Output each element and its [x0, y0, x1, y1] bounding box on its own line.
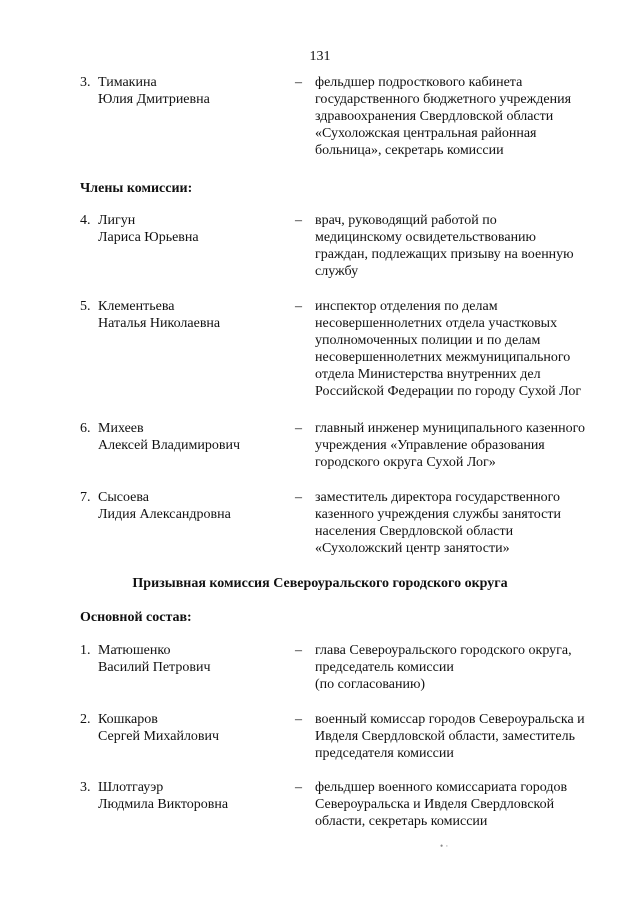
item-number: 3. — [80, 780, 91, 795]
dash: – — [295, 75, 302, 90]
position-description: фельдшер военного комиссариата городов Североуральска и Ивделя Свердловской области, секретарь комиссии — [315, 780, 568, 829]
position-description: врач, руководящий работой по медицинскому освидетельствованию граждан, подлежащих призыву на военную службу — [315, 213, 574, 279]
dash: – — [295, 780, 302, 795]
person-name: Сысоева Лидия Александровна — [98, 490, 231, 522]
item-number: 5. — [80, 299, 91, 314]
item-number: 3. — [80, 75, 91, 90]
dash: – — [295, 299, 302, 314]
position-description: инспектор отделения по делам несовершеннолетних отдела участковых уполномоченных полиции и по делам несовершеннолетних межмуниципального отдела Министерства внутренних дел Российской Федерации по городу Сухой Лог — [315, 299, 582, 399]
dash: – — [295, 712, 302, 727]
position-description: заместитель директора государственного казенного учреждения службы занятости населения Свердловской области «Сухоложский центр занятости» — [315, 490, 561, 556]
person-name: Матюшенко Василий Петрович — [98, 643, 211, 675]
person-name: Клементьева Наталья Николаевна — [98, 299, 221, 331]
person-name: Шлотгауэр Людмила Викторовна — [98, 780, 229, 812]
position-description: фельдшер подросткового кабинета государственного бюджетного учреждения здравоохранения Свердловской области «Сухоложская центральная районная больница», секретарь комиссии — [315, 75, 572, 158]
commission-title: Призывная комиссия Североуральского городского округа — [132, 576, 508, 591]
section-heading: Члены комиссии: — [80, 181, 193, 196]
item-number: 1. — [80, 643, 91, 658]
section-heading: Основной состав: — [80, 610, 192, 625]
item-number: 4. — [80, 213, 91, 228]
page-number: 131 — [309, 49, 331, 64]
item-number: 2. — [80, 712, 91, 727]
person-name: Михеев Алексей Владимирович — [98, 421, 241, 453]
item-number: 6. — [80, 421, 91, 436]
dash: – — [295, 213, 302, 228]
item-number: 7. — [80, 490, 91, 505]
position-description: глава Североуральского городского округа, председатель комиссии (по согласованию) — [315, 643, 572, 692]
dash: – — [295, 490, 302, 505]
dash: – — [295, 643, 302, 658]
person-name: Тимакина Юлия Дмитриевна — [98, 75, 210, 107]
person-name: Кошкаров Сергей Михайлович — [98, 712, 220, 744]
dash: – — [295, 421, 302, 436]
position-description: главный инженер муниципального казенного учреждения «Управление образования городского округа Сухой Лог» — [315, 421, 585, 470]
person-name: Лигун Лариса Юрьевна — [98, 213, 199, 245]
scan-artifact: • · — [440, 841, 449, 851]
position-description: военный комиссар городов Североуральска и Ивделя Свердловской области, заместитель председателя комиссии — [315, 712, 585, 761]
